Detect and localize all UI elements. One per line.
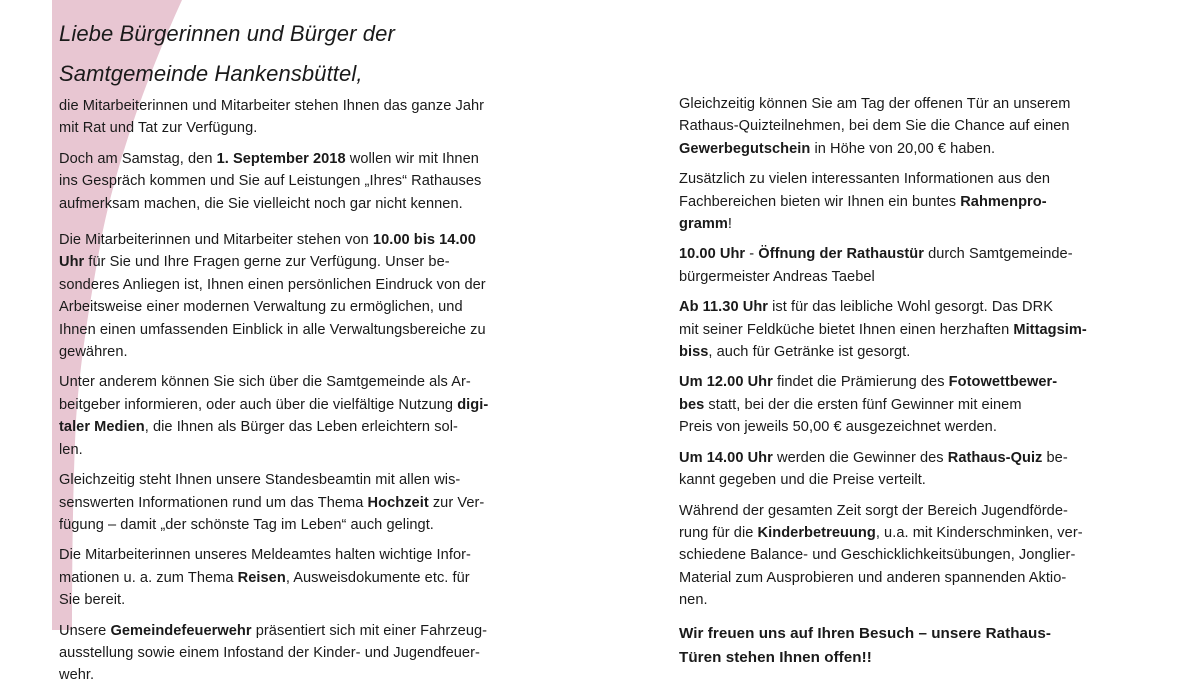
text-line: Um 12.00 Uhr findet die Prämierung des Fotowettbewer- <box>679 374 1058 391</box>
text-line: Unter anderem können Sie sich über die Samtgemeinde als Ar- <box>59 374 471 391</box>
text-line: bes statt, bei der die ersten fünf Gewinner mit einem <box>679 396 1022 413</box>
text-line: len. <box>59 441 83 458</box>
text-line: Türen stehen Ihnen offen!! <box>679 648 872 666</box>
text-line: Gleichzeitig steht Ihnen unsere Standesbeamtin mit allen wis- <box>59 472 461 489</box>
text-line: nen. <box>679 592 708 609</box>
event-date: 1. September 2018 <box>216 150 346 167</box>
text-line: kannt gegeben und die Preise verteilt. <box>679 472 926 489</box>
paragraph-registrar <box>59 469 529 536</box>
text-line: Unsere Gemeindefeuerwehr präsentiert sich mit einer Fahrzeug- <box>59 622 488 639</box>
greeting-heading <box>59 14 395 94</box>
schedule-item-1200 <box>679 371 1139 438</box>
text-line: Gewerbegutschein in Höhe von 20,00 € haben. <box>679 140 996 157</box>
text-line: ins Gespräch kommen und Sie auf Leistungen „Ihres“ Rathauses <box>59 173 482 190</box>
hours-highlight: 10.00 bis 14.00 <box>372 232 476 249</box>
text-line: Die Mitarbeiterinnen unseres Meldeamtes halten wichtige Infor- <box>59 547 471 564</box>
text-line: Die Mitarbeiterinnen und Mitarbeiter stehen von 10.00 bis 14.00 <box>59 232 476 249</box>
text-line: senswerten Informationen rund um das Thema Hochzeit zur Ver- <box>59 494 485 511</box>
text-line: Material zum Ausprobieren und anderen spannenden Aktio- <box>679 569 1067 586</box>
paragraph-intro <box>59 95 529 140</box>
text-line: Rathaus-Quizteilnehmen, bei dem Sie die Chance auf einen <box>679 118 1070 135</box>
paragraph-registration-office <box>59 544 529 611</box>
text-line: Während der gesamten Zeit sorgt der Bereich Jugendförde- <box>679 502 1068 519</box>
text-line: beitgeber informieren, oder auch über die vielfältige Nutzung digi- <box>59 396 489 413</box>
text-line: biss, auch für Getränke ist gesorgt. <box>679 344 911 361</box>
left-column <box>59 95 529 695</box>
text-line: schiedene Balance- und Geschicklichkeitsübungen, Jonglier- <box>679 547 1076 564</box>
schedule-item-1000 <box>679 243 1139 288</box>
text-line: mit Rat und Tat zur Verfügung. <box>59 120 258 137</box>
text-line: mit seiner Feldküche bietet Ihnen einen herzhaften Mittagsim- <box>679 321 1087 338</box>
text-line: rung für die Kinderbetreuung, u.a. mit Kinderschminken, ver- <box>679 524 1083 541</box>
text-line: Um 14.00 Uhr werden die Gewinner des Rathaus-Quiz be- <box>679 449 1068 466</box>
text-line: fügung – damit „der schönste Tag im Leben“ auch gelingt. <box>59 516 434 533</box>
text-line: Preis von jeweils 50,00 € ausgezeichnet werden. <box>679 419 997 436</box>
text-line: Doch am Samstag, den 1. September 2018 wollen wir mit Ihnen <box>59 150 479 167</box>
paragraph-employer <box>59 371 529 461</box>
text-line: Ihnen einen umfassenden Einblick in alle Verwaltungsbereiche zu <box>59 321 486 338</box>
text-line: die Mitarbeiterinnen und Mitarbeiter stehen Ihnen das ganze Jahr <box>59 98 485 114</box>
greeting-line-2: Samtgemeinde Hankensbüttel, <box>59 61 363 86</box>
paragraph-program <box>679 168 1139 235</box>
schedule-item-1130 <box>679 296 1139 363</box>
text-line: sonderes Anliegen ist, Ihnen einen persönlichen Eindruck von der <box>59 276 486 293</box>
text-line: Arbeitsweise einer modernen Verwaltung zu ermöglichen, und <box>59 299 463 316</box>
text-line: wehr. <box>59 667 95 684</box>
text-line: ausstellung sowie einem Infostand der Kinder- und Jugendfeuer- <box>59 644 480 661</box>
text-line: gramm! <box>679 216 733 233</box>
text-line: Ab 11.30 Uhr ist für das leibliche Wohl gesorgt. Das DRK <box>679 299 1054 316</box>
text-line: mationen u. a. zum Thema Reisen, Ausweisdokumente etc. für <box>59 569 470 586</box>
closing-statement <box>679 622 1139 670</box>
text-line: gewähren. <box>59 344 128 361</box>
text-line: bürgermeister Andreas Taebel <box>679 268 875 285</box>
text-line: Zusätzlich zu vielen interessanten Informationen aus den <box>679 171 1051 188</box>
paragraph-date <box>59 148 529 215</box>
text-line: Fachbereichen bieten wir Ihnen ein buntes Rahmenpro- <box>679 193 1047 210</box>
text-line: aufmerksam machen, die Sie vielleicht noch gar nicht kennen. <box>59 195 463 212</box>
paragraph-childcare <box>679 500 1139 612</box>
right-column <box>679 93 1139 678</box>
text-line: 10.00 Uhr - Öffnung der Rathaustür durch Samtgemeinde- <box>679 246 1073 263</box>
text-line: Gleichzeitig können Sie am Tag der offenen Tür an unserem <box>679 96 1071 112</box>
text-line: taler Medien, die Ihnen als Bürger das Leben erleichtern sol- <box>59 419 458 436</box>
paragraph-hours <box>59 229 529 363</box>
greeting-line-1: Liebe Bürgerinnen und Bürger der <box>59 21 395 46</box>
text-line: Uhr für Sie und Ihre Fragen gerne zur Verfügung. Unser be- <box>59 254 450 271</box>
paragraph-quiz <box>679 93 1139 160</box>
text-line: Wir freuen uns auf Ihren Besuch – unsere Rathaus- <box>679 624 1051 642</box>
text-line: Sie bereit. <box>59 592 126 609</box>
paragraph-fire-brigade <box>59 620 529 687</box>
schedule-item-1400 <box>679 447 1139 492</box>
